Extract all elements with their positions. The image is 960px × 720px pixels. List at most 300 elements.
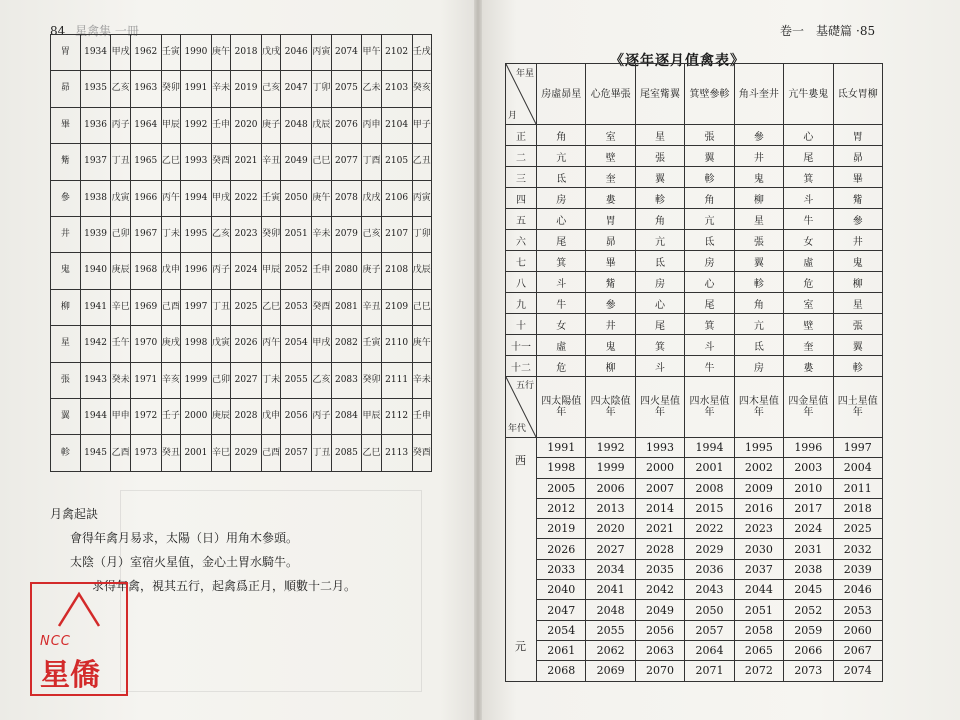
year-cell: 2022 [231, 180, 262, 216]
year-cell: 2075 [331, 71, 362, 107]
year-cell: 1940 [80, 253, 111, 289]
ganzhi-cell: 癸未 [111, 362, 130, 398]
ganzhi-cell: 庚子 [262, 107, 281, 143]
month-row [506, 293, 883, 314]
xiu-cell: 畢 [51, 107, 81, 143]
year-cell: 2016 [734, 498, 783, 518]
year-cell: 2032 [833, 539, 882, 559]
year-cell: 2111 [381, 362, 412, 398]
year-cell: 1964 [130, 107, 161, 143]
year-cell: 1998 [181, 326, 212, 362]
xiu-row [51, 399, 432, 435]
year-cell: 1999 [586, 458, 635, 478]
wuxing-cell: 四水星值年 [685, 377, 734, 438]
ganzhi-cell: 壬午 [111, 326, 130, 362]
year-cell: 1938 [80, 180, 111, 216]
stamp-latin: NCC [40, 634, 71, 649]
year-cell: 1939 [80, 217, 111, 253]
year-cell: 2064 [685, 640, 734, 660]
ganzhi-cell: 甲申 [111, 399, 130, 435]
year-cell: 2024 [231, 253, 262, 289]
xiu-cell: 井 [586, 314, 635, 335]
xiu-cell: 軫 [833, 356, 882, 377]
right-page-number: ·85 [856, 24, 876, 38]
ganzhi-cell: 乙酉 [111, 435, 130, 472]
year-cell: 2020 [586, 519, 635, 539]
xiu-cell: 畢 [586, 251, 635, 272]
year-cell: 2053 [833, 600, 882, 620]
ganzhi-cell: 癸卯 [362, 362, 381, 398]
year-cell: 2084 [331, 399, 362, 435]
year-cell: 2025 [833, 519, 882, 539]
ganzhi-cell: 甲辰 [161, 107, 180, 143]
right-running-title: 卷一 基礎篇 [780, 24, 853, 38]
column-header: 氐女胃柳 [833, 64, 882, 125]
ganzhi-cell: 戊戌 [362, 180, 381, 216]
year-cell: 1965 [130, 144, 161, 180]
ganzhi-cell: 乙亥 [211, 217, 230, 253]
ganzhi-cell: 丁未 [262, 362, 281, 398]
xiu-cell: 胃 [833, 125, 882, 146]
ganzhi-cell: 庚戌 [161, 326, 180, 362]
ganzhi-cell: 乙亥 [312, 362, 331, 398]
ganzhi-cell: 戊寅 [211, 326, 230, 362]
xiu-cell: 翼 [635, 167, 684, 188]
xiu-cell: 星 [833, 293, 882, 314]
year-row [506, 640, 883, 660]
year-cell: 2050 [281, 180, 312, 216]
wuxing-row [506, 377, 883, 438]
year-cell: 1997 [833, 438, 882, 458]
xiu-row [51, 326, 432, 362]
xiu-cell: 柳 [734, 188, 783, 209]
month-label: 十一 [506, 335, 537, 356]
xiu-cell: 觜 [51, 144, 81, 180]
year-cell: 2052 [281, 253, 312, 289]
ganzhi-cell: 甲戌 [312, 326, 331, 362]
year-cell: 1992 [586, 438, 635, 458]
ganzhi-cell: 丁卯 [412, 217, 431, 253]
xiu-cell: 箕 [537, 251, 586, 272]
ncc-stamp-logo [30, 582, 128, 696]
month-label: 正 [506, 125, 537, 146]
year-xiu-table [50, 34, 432, 472]
year-row [506, 478, 883, 498]
ganzhi-cell: 丁酉 [362, 144, 381, 180]
year-cell: 2057 [281, 435, 312, 472]
year-cell: 1993 [181, 144, 212, 180]
year-cell: 2076 [331, 107, 362, 143]
xiu-cell: 井 [51, 217, 81, 253]
year-cell: 2106 [381, 180, 412, 216]
ganzhi-cell: 己巳 [412, 289, 431, 325]
xiu-cell: 心 [685, 272, 734, 293]
ganzhi-cell: 乙亥 [111, 71, 130, 107]
xiu-cell: 斗 [635, 356, 684, 377]
ganzhi-cell: 己酉 [262, 435, 281, 472]
ganzhi-cell: 甲戌 [111, 35, 130, 71]
xiu-row [51, 35, 432, 71]
month-row [506, 251, 883, 272]
ganzhi-cell: 丙午 [262, 326, 281, 362]
year-cell: 1942 [80, 326, 111, 362]
xiu-cell: 柳 [51, 289, 81, 325]
ganzhi-cell: 庚子 [362, 253, 381, 289]
year-cell: 2020 [231, 107, 262, 143]
xiu-cell: 鬼 [586, 335, 635, 356]
year-cell: 1944 [80, 399, 111, 435]
year-cell: 2057 [685, 620, 734, 640]
wuxing-cell: 四金星值年 [784, 377, 833, 438]
month-label: 七 [506, 251, 537, 272]
xiu-cell: 柳 [833, 272, 882, 293]
year-cell: 2045 [784, 580, 833, 600]
ganzhi-cell: 丁丑 [211, 289, 230, 325]
year-cell: 2109 [381, 289, 412, 325]
year-cell: 2021 [635, 519, 684, 539]
year-cell: 2038 [784, 559, 833, 579]
year-cell: 2010 [784, 478, 833, 498]
xiu-cell: 亢 [734, 314, 783, 335]
xiu-cell: 危 [784, 272, 833, 293]
xiu-cell: 參 [833, 209, 882, 230]
xiu-cell: 胃 [51, 35, 81, 71]
xiu-cell: 斗 [784, 188, 833, 209]
year-row [506, 580, 883, 600]
ganzhi-cell: 辛巳 [111, 289, 130, 325]
year-cell: 2019 [537, 519, 586, 539]
xiu-cell: 角 [537, 125, 586, 146]
ganzhi-cell: 辛丑 [362, 289, 381, 325]
year-cell: 2071 [685, 661, 734, 681]
ganzhi-cell: 癸亥 [412, 71, 431, 107]
xiu-cell: 箕 [784, 167, 833, 188]
xiu-cell: 尾 [685, 293, 734, 314]
year-cell: 2047 [537, 600, 586, 620]
xiu-cell: 觜 [833, 188, 882, 209]
year-cell: 2049 [635, 600, 684, 620]
era-label-bottom: 元 [515, 640, 526, 653]
year-cell: 1943 [80, 362, 111, 398]
ganzhi-cell: 丁丑 [312, 435, 331, 472]
month-row [506, 356, 883, 377]
month-label: 五 [506, 209, 537, 230]
year-cell: 2069 [586, 661, 635, 681]
section-heading: 月禽起訣 [50, 507, 99, 521]
xiu-cell: 胃 [586, 209, 635, 230]
ganzhi-cell: 辛未 [412, 362, 431, 398]
ganzhi-cell: 丁卯 [312, 71, 331, 107]
stamp-chinese: 星僑 [40, 658, 100, 693]
xiu-cell: 婁 [784, 356, 833, 377]
ganzhi-cell: 乙丑 [412, 144, 431, 180]
ganzhi-cell: 戊申 [262, 399, 281, 435]
year-cell: 2033 [537, 559, 586, 579]
xiu-cell: 參 [51, 180, 81, 216]
year-cell: 2015 [685, 498, 734, 518]
month-label: 十 [506, 314, 537, 335]
year-cell: 1996 [784, 438, 833, 458]
column-header: 亢牛婁鬼 [784, 64, 833, 125]
year-cell: 2004 [833, 458, 882, 478]
year-cell: 2112 [381, 399, 412, 435]
year-cell: 2063 [635, 640, 684, 660]
ganzhi-cell: 乙未 [362, 71, 381, 107]
xiu-cell: 尾 [635, 314, 684, 335]
year-row [506, 559, 883, 579]
year-row [506, 620, 883, 640]
year-cell: 2001 [181, 435, 212, 472]
year-cell: 1999 [181, 362, 212, 398]
xiu-row [51, 180, 432, 216]
year-cell: 1994 [181, 180, 212, 216]
year-cell: 2039 [833, 559, 882, 579]
year-cell: 1963 [130, 71, 161, 107]
xiu-cell: 張 [685, 125, 734, 146]
xiu-cell: 心 [784, 125, 833, 146]
year-cell: 2108 [381, 253, 412, 289]
xiu-cell: 氐 [734, 335, 783, 356]
xiu-cell: 亢 [537, 146, 586, 167]
left-running-title: 星禽集 一冊 [75, 24, 139, 38]
wuxing-cell: 四土星值年 [833, 377, 882, 438]
ganzhi-cell: 甲辰 [262, 253, 281, 289]
ganzhi-cell: 丙寅 [412, 180, 431, 216]
column-header-row [506, 64, 883, 125]
year-cell: 2067 [833, 640, 882, 660]
year-cell: 2103 [381, 71, 412, 107]
year-cell: 1945 [80, 435, 111, 472]
xiu-cell: 氐 [635, 251, 684, 272]
year-cell: 2022 [685, 519, 734, 539]
year-row [506, 600, 883, 620]
xiu-cell: 氐 [537, 167, 586, 188]
xiu-cell: 虛 [537, 335, 586, 356]
ganzhi-cell: 壬戌 [412, 35, 431, 71]
table-title: 《逐年逐月值禽表》 [610, 53, 745, 69]
xiu-cell: 亢 [635, 230, 684, 251]
year-cell: 2025 [231, 289, 262, 325]
ganzhi-cell: 庚午 [211, 35, 230, 71]
xiu-cell: 斗 [685, 335, 734, 356]
ganzhi-cell: 辛未 [312, 217, 331, 253]
xiu-cell: 虛 [784, 251, 833, 272]
xiu-cell: 尾 [784, 146, 833, 167]
ganzhi-cell: 癸酉 [412, 435, 431, 472]
ganzhi-cell: 癸卯 [161, 71, 180, 107]
year-cell: 1993 [635, 438, 684, 458]
ganzhi-cell: 戊戌 [262, 35, 281, 71]
year-cell: 2021 [231, 144, 262, 180]
month-row [506, 125, 883, 146]
year-cell: 2026 [231, 326, 262, 362]
year-cell: 2078 [331, 180, 362, 216]
xiu-cell: 軫 [635, 188, 684, 209]
ganzhi-cell: 戊寅 [111, 180, 130, 216]
ganzhi-cell: 壬子 [161, 399, 180, 435]
year-cell: 1997 [181, 289, 212, 325]
month-row [506, 146, 883, 167]
xiu-cell: 昴 [51, 71, 81, 107]
year-cell: 2009 [734, 478, 783, 498]
year-cell: 2072 [734, 661, 783, 681]
column-header: 心危畢張 [586, 64, 635, 125]
xiu-cell: 柳 [586, 356, 635, 377]
year-cell: 2051 [281, 217, 312, 253]
wuxing-cell: 四太陽值年 [537, 377, 586, 438]
ganzhi-cell: 辛未 [211, 71, 230, 107]
xiu-row [51, 289, 432, 325]
year-cell: 1935 [80, 71, 111, 107]
year-cell: 2107 [381, 217, 412, 253]
ganzhi-cell: 癸卯 [262, 217, 281, 253]
xiu-cell: 角 [734, 293, 783, 314]
xiu-cell: 星 [635, 125, 684, 146]
year-cell: 1972 [130, 399, 161, 435]
year-cell: 2074 [331, 35, 362, 71]
year-cell: 2110 [381, 326, 412, 362]
year-cell: 2035 [635, 559, 684, 579]
year-cell: 2079 [331, 217, 362, 253]
ganzhi-cell: 壬寅 [161, 35, 180, 71]
year-row [506, 661, 883, 681]
xiu-cell: 壁 [586, 146, 635, 167]
year-cell: 2068 [537, 661, 586, 681]
ganzhi-cell: 甲子 [412, 107, 431, 143]
ganzhi-cell: 丁未 [161, 217, 180, 253]
year-cell: 1941 [80, 289, 111, 325]
year-cell: 1967 [130, 217, 161, 253]
ganzhi-cell: 丙子 [111, 107, 130, 143]
year-cell: 2028 [635, 539, 684, 559]
year-cell: 1992 [181, 107, 212, 143]
year-cell: 2062 [586, 640, 635, 660]
year-cell: 2085 [331, 435, 362, 472]
year-cell: 2046 [833, 580, 882, 600]
year-cell: 2054 [537, 620, 586, 640]
year-cell: 1996 [181, 253, 212, 289]
ganzhi-cell: 戊辰 [312, 107, 331, 143]
ganzhi-cell: 壬申 [412, 399, 431, 435]
year-cell: 2048 [281, 107, 312, 143]
ganzhi-cell: 己亥 [362, 217, 381, 253]
xiu-cell: 亢 [685, 209, 734, 230]
right-header [780, 22, 875, 39]
xiu-cell: 房 [635, 272, 684, 293]
year-cell: 2054 [281, 326, 312, 362]
year-cell: 2006 [586, 478, 635, 498]
year-cell: 1937 [80, 144, 111, 180]
xiu-cell: 軫 [685, 167, 734, 188]
year-cell: 1973 [130, 435, 161, 472]
year-cell: 2001 [685, 458, 734, 478]
year-row [506, 519, 883, 539]
xiu-cell: 氐 [685, 230, 734, 251]
xiu-cell: 角 [635, 209, 684, 230]
month-row [506, 167, 883, 188]
year-row [506, 498, 883, 518]
ganzhi-cell: 辛亥 [161, 362, 180, 398]
year-cell: 2052 [784, 600, 833, 620]
year-cell: 2044 [734, 580, 783, 600]
year-cell: 2042 [635, 580, 684, 600]
ganzhi-cell: 癸酉 [211, 144, 230, 180]
xiu-row [51, 71, 432, 107]
xiu-cell: 房 [685, 251, 734, 272]
ganzhi-cell: 乙巳 [262, 289, 281, 325]
ganzhi-cell: 壬寅 [262, 180, 281, 216]
ganzhi-cell: 丙午 [161, 180, 180, 216]
year-cell: 2019 [231, 71, 262, 107]
xiu-cell: 女 [784, 230, 833, 251]
xiu-cell: 星 [51, 326, 81, 362]
year-cell: 2043 [685, 580, 734, 600]
xiu-cell: 心 [537, 209, 586, 230]
year-cell: 2007 [635, 478, 684, 498]
xiu-cell: 壁 [784, 314, 833, 335]
xiu-cell: 星 [734, 209, 783, 230]
year-cell: 1991 [537, 438, 586, 458]
year-cell: 1968 [130, 253, 161, 289]
year-cell: 2023 [734, 519, 783, 539]
ganzhi-cell: 庚午 [312, 180, 331, 216]
ganzhi-cell: 壬申 [211, 107, 230, 143]
xiu-cell: 鬼 [51, 253, 81, 289]
xiu-cell: 箕 [685, 314, 734, 335]
xiu-cell: 畢 [833, 167, 882, 188]
ganzhi-cell: 己亥 [262, 71, 281, 107]
year-cell: 2027 [586, 539, 635, 559]
year-cell: 2077 [331, 144, 362, 180]
ganzhi-cell: 己巳 [312, 144, 331, 180]
ganzhi-cell: 己卯 [111, 217, 130, 253]
xiu-cell: 張 [833, 314, 882, 335]
corner-label-era: 年代 [508, 423, 527, 434]
year-cell: 2049 [281, 144, 312, 180]
year-cell: 2008 [685, 478, 734, 498]
year-cell: 2011 [833, 478, 882, 498]
year-cell: 2031 [784, 539, 833, 559]
xiu-row [51, 253, 432, 289]
corner-label-year-star: 年星 [515, 69, 534, 79]
year-cell: 2026 [537, 539, 586, 559]
ganzhi-cell: 己卯 [211, 362, 230, 398]
xiu-cell: 翼 [833, 335, 882, 356]
year-cell: 2041 [586, 580, 635, 600]
ganzhi-cell: 乙巳 [362, 435, 381, 472]
year-cell: 1934 [80, 35, 111, 71]
year-cell: 2083 [331, 362, 362, 398]
year-cell: 2058 [734, 620, 783, 640]
year-cell: 1990 [181, 35, 212, 71]
year-cell: 2003 [784, 458, 833, 478]
year-cell: 2061 [537, 640, 586, 660]
year-cell: 2070 [635, 661, 684, 681]
year-cell: 1971 [130, 362, 161, 398]
ganzhi-cell: 己酉 [161, 289, 180, 325]
year-cell: 2000 [181, 399, 212, 435]
year-cell: 2056 [281, 399, 312, 435]
year-cell: 2002 [734, 458, 783, 478]
year-row [506, 458, 883, 478]
year-cell: 2014 [635, 498, 684, 518]
xiu-cell: 尾 [537, 230, 586, 251]
column-header: 房虛昴星 [537, 64, 586, 125]
month-label: 六 [506, 230, 537, 251]
ganzhi-cell: 戊申 [161, 253, 180, 289]
year-cell: 2060 [833, 620, 882, 640]
xiu-cell: 張 [51, 362, 81, 398]
